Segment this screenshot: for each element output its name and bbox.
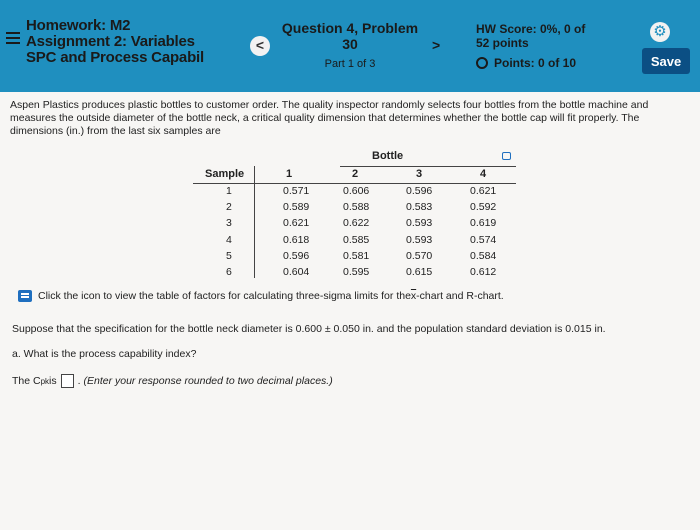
previous-question-button[interactable]: <	[250, 36, 270, 56]
question-title-line1: Question 4, Problem	[281, 20, 419, 36]
factors-link-row	[18, 290, 504, 302]
measurement-cell: 0.621	[470, 185, 497, 197]
measurement-cell: 0.615	[406, 266, 433, 278]
period: .	[77, 375, 81, 387]
sample-number: 6	[226, 266, 232, 278]
measurement-cell: 0.593	[406, 233, 433, 246]
problem-content	[10, 99, 694, 138]
sample-number: 2	[226, 201, 232, 214]
top-header	[0, 0, 700, 92]
homework-title-line2: Assignment 2: Variables	[26, 33, 195, 50]
measurement-cell: 0.592	[470, 201, 497, 214]
measurement-cell: 0.621	[283, 217, 310, 230]
points-indicator	[476, 56, 585, 70]
factors-text-after: -chart and R-chart.	[416, 290, 504, 302]
measurement-cell: 0.619	[470, 217, 497, 230]
sample-header: Sample	[205, 168, 245, 180]
answer-prefix: The C	[12, 375, 41, 387]
measurement-cell: 0.581	[343, 249, 370, 262]
xbar-symbol: $\overline{x}$	[410, 290, 417, 302]
measurement-cell: 0.618	[283, 233, 310, 246]
points-circle-icon	[476, 57, 488, 69]
question-part: Part 1 of 3	[324, 58, 376, 70]
measurement-cell: 0.596	[406, 185, 433, 197]
question-title-line2: 30	[342, 36, 358, 52]
bottle-column-4-header: 4	[480, 168, 487, 180]
hw-score	[476, 22, 585, 70]
measurement-cell: 0.604	[283, 266, 310, 278]
bottle-column-1-header: 1	[286, 168, 293, 180]
factors-table-icon[interactable]	[18, 290, 32, 302]
problem-intro: Aspen Plastics produces plastic bottles to customer order. The quality inspector randomly selects four bottles from the bottle machine and measures the outside diameter of the bottle neck, a critical quality dimension that determines whether the bottle cap will fit properly. The dimensions (in.) from the last six samples are	[10, 99, 649, 137]
measurement-cell: 0.574	[470, 233, 497, 246]
bottle-header-rule	[340, 166, 516, 167]
measurement-cell: 0.585	[343, 233, 370, 246]
answer-row	[12, 374, 333, 388]
measurement-cell: 0.589	[283, 201, 310, 214]
answer-hint: (Enter your response rounded to two decimal places.)	[83, 375, 333, 387]
measurement-cell: 0.583	[406, 201, 433, 214]
homework-title	[26, 18, 204, 66]
sample-number: 4	[226, 233, 232, 246]
table-separator	[254, 166, 255, 278]
sample-number: 3	[226, 217, 232, 230]
points-text: Points: 0 of 10	[494, 56, 577, 70]
measurement-cell: 0.606	[343, 185, 370, 197]
question-a: a. What is the process capability index?	[12, 348, 197, 360]
measurement-cell: 0.596	[283, 249, 310, 262]
sample-number: 1	[226, 185, 232, 197]
bottle-column-2-header: 2	[352, 168, 359, 180]
score-line1: HW Score: 0%, 0 of	[476, 22, 586, 36]
next-question-button[interactable]: >	[432, 37, 441, 53]
measurement-cell: 0.570	[406, 249, 433, 262]
measurement-cell: 0.612	[470, 266, 497, 278]
factors-text-before: Click the icon to view the table of factors for calculating three-sigma limits for the	[38, 290, 411, 302]
question-info	[270, 20, 430, 70]
measurement-cell: 0.593	[406, 217, 433, 230]
homework-title-line1: Homework: M2	[26, 17, 131, 34]
cpk-answer-input[interactable]	[61, 374, 74, 388]
table-header-rule	[193, 183, 516, 184]
answer-subscript: pk	[40, 376, 50, 386]
save-button[interactable]: Save	[642, 48, 690, 74]
specification-text: Suppose that the specification for the bottle neck diameter is 0.600 ± 0.050 in. and the population standard deviation is 0.015 in.	[12, 323, 606, 335]
answer-suffix: is	[49, 375, 57, 387]
copy-data-icon[interactable]	[502, 152, 511, 160]
measurement-cell: 0.622	[343, 217, 370, 230]
measurement-cell: 0.595	[343, 266, 370, 278]
measurement-cell: 0.588	[343, 201, 370, 214]
score-line2: 52 points	[476, 36, 529, 50]
gear-icon[interactable]: ⚙	[650, 22, 670, 42]
bottle-group-header: Bottle	[372, 150, 404, 162]
sample-number: 5	[226, 249, 232, 262]
menu-icon[interactable]	[6, 32, 20, 46]
measurement-cell: 0.584	[470, 249, 497, 262]
bottle-column-3-header: 3	[416, 168, 423, 180]
homework-title-line3: SPC and Process Capabil	[26, 49, 204, 66]
measurement-cell: 0.571	[283, 185, 310, 197]
